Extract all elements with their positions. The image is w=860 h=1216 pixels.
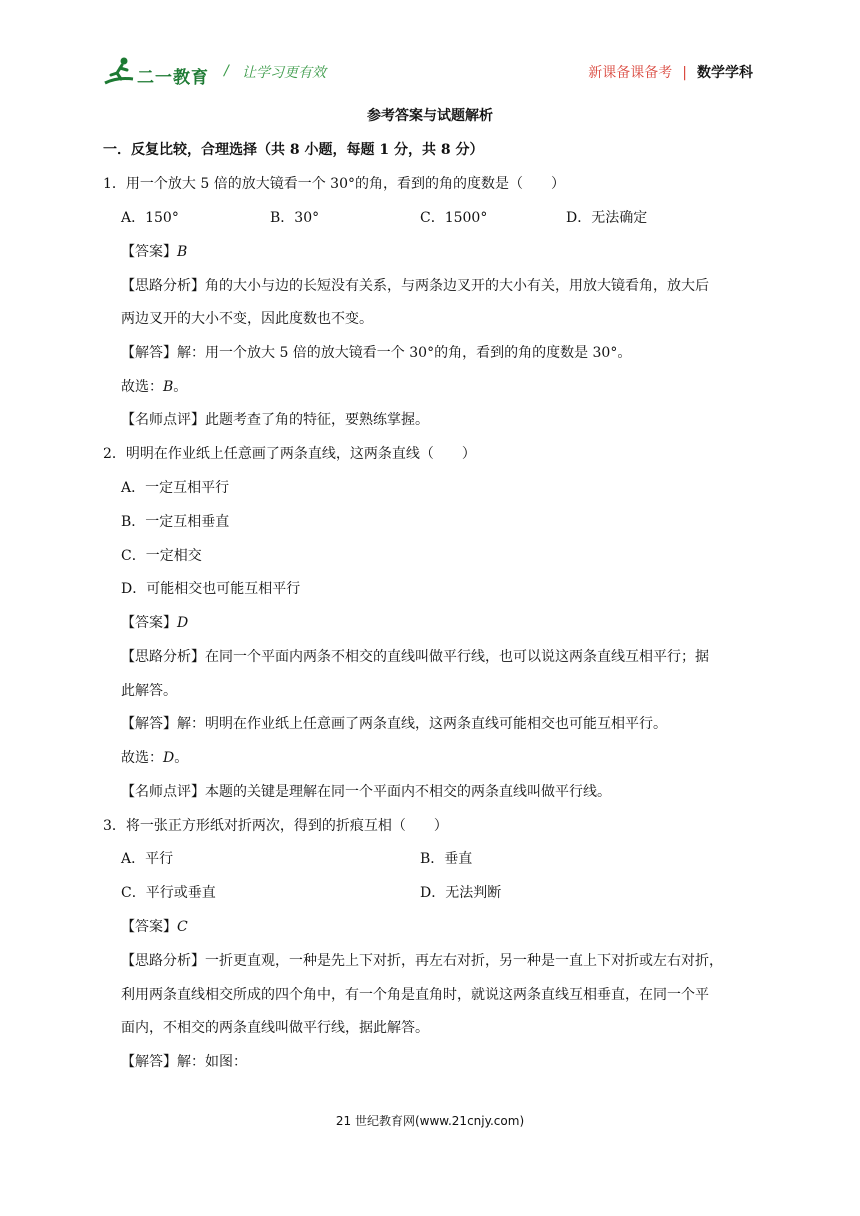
choice-suffix: 。 (174, 750, 189, 766)
analysis-line: 两边叉开的大小不变，因此度数也不变。 (121, 311, 373, 327)
analysis-line: 【思路分析】在同一个平面内两条不相交的直线叫做平行线，也可以说这两条直线互相平行；据 (121, 649, 709, 665)
question-stem: 1．用一个放大 5 倍的放大镜看一个 30°的角，看到的角的度数是（ ） (103, 176, 565, 192)
choice-value: D (163, 750, 175, 766)
logo (103, 55, 213, 89)
option-a: A．150° (121, 210, 179, 226)
option-c: C．1500° (420, 210, 488, 226)
analysis-line: 【思路分析】一折更直观，一种是先上下对折，再左右对折，另一种是一直上下对折或左右对折， (121, 953, 723, 969)
choice-value: B (163, 379, 174, 395)
answer-line (121, 917, 188, 937)
option-b: B．30° (270, 210, 320, 226)
page-footer: 21 世纪教育网(www.21cnjy.com) (335, 1114, 525, 1128)
answer-value: D (177, 615, 189, 631)
option-d: D．无法判断 (420, 885, 502, 901)
answer-label: 【答案】 (121, 244, 177, 260)
choice-prefix: 故选： (121, 379, 163, 395)
section-heading: 一．反复比较，合理选择（共 8 小题，每题 1 分，共 8 分） (103, 142, 484, 158)
question-stem: 3．将一张正方形纸对折两次，得到的折痕互相（ ） (103, 818, 448, 834)
slogan-separator: / (224, 63, 229, 79)
answer-line (121, 613, 188, 633)
header-divider: | (682, 65, 687, 81)
logo-text: 二一教育 (137, 68, 209, 88)
option-a: A．平行 (121, 851, 174, 867)
choice-line (121, 377, 187, 397)
comment-line: 【名师点评】此题考查了角的特征，要熟练掌握。 (121, 412, 429, 428)
page-header (0, 0, 860, 100)
page-title: 参考答案与试题解析 (367, 108, 493, 124)
option-b: B．垂直 (420, 851, 473, 867)
analysis-line: 利用两条直线相交所成的四个角中，有一个角是直角时，就说这两条直线互相垂直，在同一个平 (121, 987, 709, 1003)
question-stem: 2．明明在作业纸上任意画了两条直线，这两条直线（ ） (103, 446, 476, 462)
choice-line (121, 748, 188, 768)
option-d: D．可能相交也可能互相平行 (121, 581, 301, 597)
choice-prefix: 故选： (121, 750, 163, 766)
solution-line: 【解答】解：如图： (121, 1054, 247, 1070)
analysis-line: 面内，不相交的两条直线叫做平行线，据此解答。 (121, 1020, 429, 1036)
option-c: C．平行或垂直 (121, 885, 216, 901)
course-label: 新课备课备考 (588, 65, 673, 81)
choice-suffix: 。 (173, 379, 188, 395)
option-d: D．无法确定 (566, 210, 648, 226)
comment-line: 【名师点评】本题的关键是理解在同一个平面内不相交的两条直线叫做平行线。 (121, 784, 611, 800)
option-b: B．一定互相垂直 (121, 514, 230, 530)
slogan: 让学习更有效 (242, 65, 326, 81)
solution-line: 【解答】解：用一个放大 5 倍的放大镜看一个 30°的角，看到的角的度数是 30°。 (121, 345, 632, 361)
solution-line: 【解答】解：明明在作业纸上任意画了两条直线，这两条直线可能相交也可能互相平行。 (121, 716, 667, 732)
option-c: C．一定相交 (121, 548, 202, 564)
answer-label: 【答案】 (121, 919, 177, 935)
answer-label: 【答案】 (121, 615, 177, 631)
option-a: A．一定互相平行 (121, 480, 230, 496)
subject-label: 数学学科 (697, 65, 753, 81)
answer-line (121, 242, 187, 262)
header-right (588, 62, 753, 82)
analysis-line: 【思路分析】角的大小与边的长短没有关系，与两条边叉开的大小有关，用放大镜看角，放大后 (121, 278, 709, 294)
runner-logo-icon (103, 55, 137, 89)
analysis-line: 此解答。 (121, 683, 177, 699)
answer-value: C (177, 919, 188, 935)
answer-value: B (177, 244, 188, 260)
